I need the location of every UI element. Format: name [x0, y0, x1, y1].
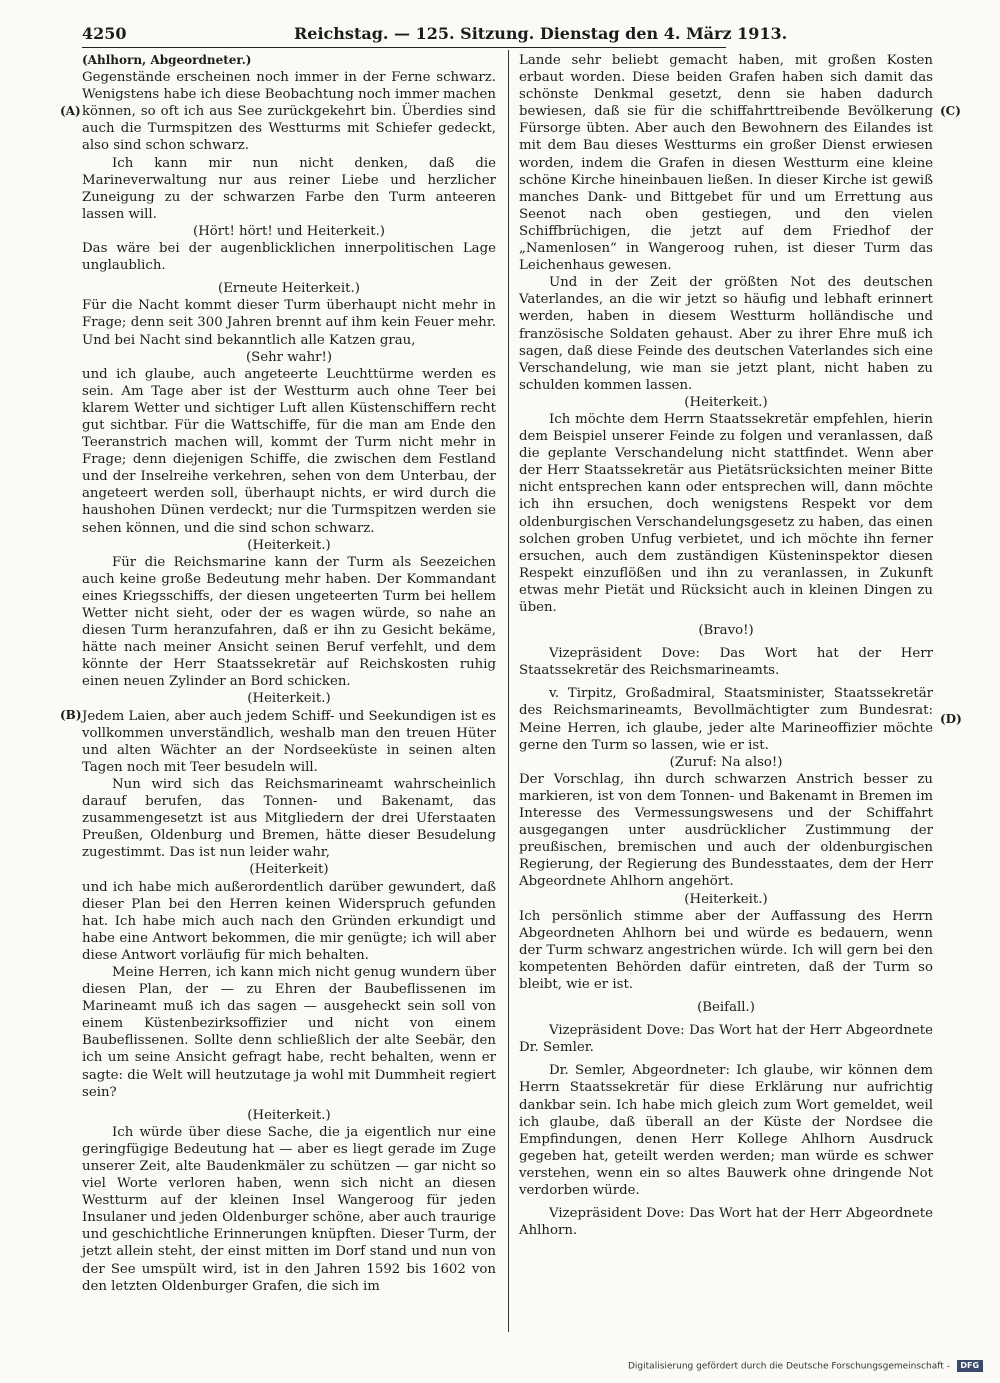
interjection: (Bravo!)	[698, 623, 754, 639]
page-header	[82, 24, 788, 48]
interjection: (Heiterkeit)	[249, 862, 329, 878]
paragraph: Ich würde über diese Sache, die ja eigentlich nur eine geringfügige Bedeutung hat — aber es liegt gerade im Zuge unserer Zeit, alte Baudenkmäler zu schützen — gar nicht so viel Worte verloren haben, wenn sich nicht an diesen Westturm auf der kleinen Insel Wangeroog für jeden Insulaner und jeden Oldenburger schöne, aber auch traurige und geschichtliche Erinnerungen knüpften. Dieser Turm, der jetzt allein steht, der einst mitten im Dorf stand und nun von der See umspült wird, ist in den Jahren 1592 bis 1602 von den letzten Oldenburger Grafen, die sich im	[82, 1124, 496, 1294]
dfg-logo: DFG	[957, 1360, 983, 1372]
left-column	[82, 52, 496, 1295]
paragraph: Ich möchte dem Herrn Staatssekretär empfehlen, hierin dem Beispiel unserer Feinde zu folgen und veranlassen, daß die geplante Verschandelung nicht stattfindet. Wenn aber der Herr Staatssekretär aus Pietätsrücksichten meiner Bitte nicht entsprechen kann oder entsprechen will, dann möchte ich ihn ersuchen, doch wenigstens Respekt vor dem oldenburgischen Verschandelungsgesetz zu haben, das einen solchen groben Unfug verbietet, und ich möchte ihn ferner ersuchen, auch dem zuständigen Küsteninspektor diesen Respekt einzuflößen und ihn zu veranlassen, in Zukunft etwas mehr Pietät und Rücksicht auch in kleinen Dingen zu üben.	[519, 411, 933, 615]
interjection: (Beifall.)	[697, 1000, 755, 1016]
right-column	[519, 52, 933, 1239]
paragraph: Für die Nacht kommt dieser Turm überhaupt nicht mehr in Frage; denn seit 300 Jahren brennt auf ihm kein Feuer mehr. Und bei Nacht sind bekanntlich alle Katzen grau,	[82, 298, 496, 348]
margin-mark-a: (A)	[60, 104, 81, 118]
speaker-statement: Vizepräsident Dove: Das Wort hat der Herr Abgeordnete Dr. Semler.	[519, 1023, 933, 1056]
interjection: (Heiterkeit.)	[684, 394, 768, 410]
interjection: (Zuruf: Na also!)	[669, 754, 783, 770]
paragraph: Der Vorschlag, ihn durch schwarzen Anstrich besser zu markieren, ist von dem Tonnen- und Bakenamt in Bremen im Interesse des Vermessungswesens und der Schiffahrt ausgegangen unter ausdrücklicher Zustimmung der preußischen, bremischen und auch der oldenburgischen Regierung, der Regierung des Bundesstaates, dem der Herr Abgeordnete Ahlhorn angehört.	[519, 771, 933, 890]
paragraph: Jedem Laien, aber auch jedem Schiff- und Seekundigen ist es vollkommen unverständlich, weshalb man den treuen Hüter und alten Wächter an der Nordseeküste in seinen alten Tagen noch mit Teer besudeln will.	[82, 708, 496, 775]
running-title: Reichstag. — 125. Sitzung. Dienstag den 4. März 1913.	[294, 24, 788, 43]
paragraph: Lande sehr beliebt gemacht haben, mit großen Kosten erbaut worden. Diese beiden Grafen haben sich damit das schönste Denkmal gesetzt, denn sie haben dadurch bewiesen, daß sie für die schiffahrttreibende Bevölkerung Fürsorge übten. Aber auch den Bewohnern des Eilandes ist mit dem Bau dieses Westturms ein großer Dienst erwiesen worden, indem die Grafen in diesen Westturm eine kleine schöne Kirche hineinbauen ließen. In dieser Kirche ist gewiß manches Dank- und Bittgebet für und um Errettung aus Seenot nach oben gestiegen, und den vielen Schiffbrüchigen, die jetzt auf dem Friedhof der „Namenlosen“ in Wangeroog ruhen, ist dieser Turm das Leichenhaus gewesen.	[519, 53, 933, 274]
speaker-statement: Dr. Semler, Abgeordneter: Ich glaube, wir können dem Herrn Staatssekretär für diese Erklärung nur aufrichtig dankbar sein. Ich habe mich gleich zum Wort gemeldet, weil ich glaube, daß überall an der Küste der Nordsee die Empfindungen, denen Herr Kollege Ahlhorn Ausdruck gegeben hat, geteilt werden werden; man würde es schwer verstehen, wenn ein so altes Bauwerk ohne dringende Not verdorben würde.	[519, 1063, 933, 1198]
interjection: (Heiterkeit.)	[247, 537, 331, 553]
interjection: (Heiterkeit.)	[684, 891, 768, 907]
page-number: 4250	[82, 24, 127, 43]
speaker-statement: Vizepräsident Dove: Das Wort hat der Herr Staatssekretär des Reichsmarineamts.	[519, 646, 933, 679]
footer-text: Digitalisierung gefördert durch die Deutsche Forschungsgemeinschaft -	[628, 1361, 950, 1372]
margin-mark-d: (D)	[940, 712, 962, 726]
margin-mark-c: (C)	[940, 104, 961, 118]
interjection: (Heiterkeit.)	[247, 691, 331, 707]
column-divider	[508, 50, 509, 1332]
speaker-statement: v. Tirpitz, Großadmiral, Staatsminister, Staatssekretär des Reichsmarineamts, Bevollmächtigter zum Bundesrat: Meine Herren, ich glaube, jeder alte Marineoffizier möchte gerne den Turm so lassen, wie er ist.	[519, 686, 933, 753]
paragraph: Das wäre bei der augenblicklichen innerpolitischen Lage unglaublich.	[82, 241, 496, 274]
interjection: (Erneute Heiterkeit.)	[218, 281, 360, 297]
paragraph: und ich glaube, auch angeteerte Leuchttürme werden es sein. Am Tage aber ist der Westturm auch ohne Teer bei klarem Wetter und sichtiger Luft allen Küstenschiffern recht gut sichtbar. Für die Wattschiffe, für die man am Ende den Teeranstrich machen will, kommt der Turm nicht mehr in Frage; denn diejenigen Schiffe, die zwischen dem Festland und der Inselreihe verkehren, sehen von dem Unterbau, der angeteert werden soll, überhaupt nichts, er wird durch die haushohen Dünen verdeckt; nur die Turmspitzen werden sie sehen können, und die sind schon schwarz.	[82, 366, 496, 536]
paragraph: und ich habe mich außerordentlich darüber gewundert, daß dieser Plan bei den Herren keinen Widerspruch gefunden hat. Ich habe mich auch nach den Gründen erkundigt und habe eine Antwort bekommen, die mir genügte; ich will aber diese Antwort vorläufig für mich behalten.	[82, 879, 496, 963]
interjection: (Sehr wahr!)	[245, 349, 333, 365]
interjection: (Hört! hört! und Heiterkeit.)	[193, 223, 385, 239]
speaker-continuation: (Ahlhorn, Abgeordneter.)	[82, 53, 252, 67]
paragraph: Nun wird sich das Reichsmarineamt wahrscheinlich darauf berufen, das Tonnen- und Bakenamt, das zusammengesetzt ist aus Mitgliedern der drei Uferstaaten Preußen, Oldenburg und Bremen, hätte dieser Besudelung zugestimmt. Das ist nun leider wahr,	[82, 776, 496, 861]
digitization-footer	[628, 1360, 998, 1378]
interjection: (Heiterkeit.)	[247, 1107, 331, 1123]
paragraph: Meine Herren, ich kann mich nicht genug wundern über diesen Plan, der — zu Ehren der Baubeflissenen im Marineamt muß ich das sagen — ausgeheckt sein soll von einem Küstenbezirksoffizier und nicht von einem Baubeflissenen. Sollte denn schließlich der alte Seebär, den ich um seine Ansicht gefragt habe, recht behalten, wenn er sagte: die Welt will heutzutage ja wohl mit Dummheit regiert sein?	[82, 964, 496, 1100]
paragraph: Ich kann mir nun nicht denken, daß die Marineverwaltung nur aus reiner Liebe und herzlicher Zuneigung zu der schwarzen Farbe den Turm anteeren lassen will.	[82, 155, 496, 222]
paragraph: Gegenstände erscheinen noch immer in der Ferne schwarz. Wenigstens habe ich diese Beobachtung noch immer machen können, so oft ich aus See zurückgekehrt bin. Überdies sind auch die Turmspitzen des Westturms mit Schiefer gedeckt, also sind schon schwarz.	[82, 70, 496, 154]
header-rule	[82, 47, 726, 48]
paragraph: Und in der Zeit der größten Not des deutschen Vaterlandes, an die wir jetzt so häufig und lebhaft erinnert werden, haben in diesem Westturm holländische und französische Soldaten gehaust. Aber zu ihrer Ehre muß ich sagen, daß diese Feinde des deutschen Vaterlandes sich eine Verschandelung, wie man sie jetzt plant, nicht haben zu schulden kommen lassen.	[519, 275, 933, 393]
paragraph: Ich persönlich stimme aber der Auffassung des Herrn Abgeordneten Ahlhorn bei und würde es bedauern, wenn der Turm schwarz angestrichen würde. Ich will gern bei den kompetenten Behörden dafür eintreten, daß der Turm so bleibt, wie er ist.	[519, 908, 933, 992]
speaker-statement: Vizepräsident Dove: Das Wort hat der Herr Abgeordnete Ahlhorn.	[519, 1206, 933, 1239]
margin-mark-b: (B)	[60, 708, 82, 722]
paragraph: Für die Reichsmarine kann der Turm als Seezeichen auch keine große Bedeutung mehr haben. Der Kommandant eines Kriegsschiffs, der diesen ungeteerten Turm bei hellem Wetter nicht sieht, oder der es wagen würde, so nahe an diesen Turm heranzufahren, daß er ihn zu Gesicht bekäme, hätte nach meiner Ansicht seinen Beruf verfehlt, und dem könnte der Herr Staatssekretär auf Reichskosten ruhig einen neuen Zylinder an Bord schicken.	[82, 554, 496, 690]
